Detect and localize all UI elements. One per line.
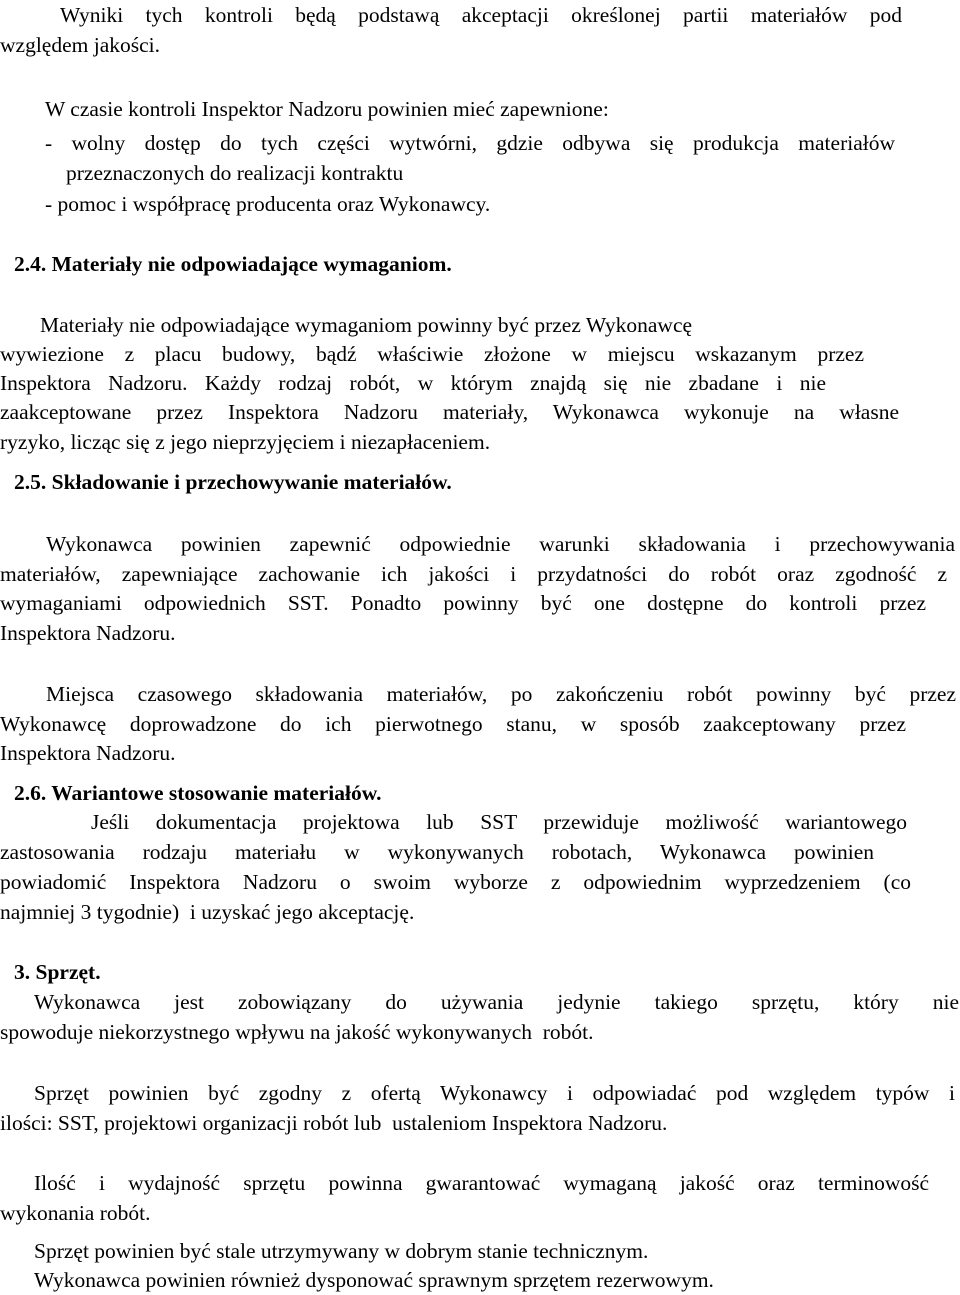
text-line: wywiezione z placu budowy, bądź właściwie złożone w miejscu wskazanym przez: [0, 342, 864, 366]
text-line: Wykonawca jest zobowiązany do używania jedynie takiego sprzętu, który nie: [34, 990, 959, 1014]
text-line: Wyniki tych kontroli będą podstawą akceptacji określonej partii materiałów pod: [60, 3, 902, 27]
text-line: Wykonawca powinien zapewnić odpowiednie warunki składowania i przechowywania: [46, 532, 955, 556]
text-line: Miejsca czasowego składowania materiałów, po zakończeniu robót powinny być przez: [46, 682, 956, 706]
text-line: względem jakości.: [0, 33, 161, 57]
text-line: Inspektora Nadzoru.: [0, 741, 176, 765]
text-line: ryzyko, licząc się z jego nieprzyjęciem i niezapłaceniem.: [0, 430, 491, 454]
section-heading-3: 3. Sprzęt.: [14, 960, 101, 984]
list-item: - wolny dostęp do tych części wytwórni, gdzie odbywa się produkcja materiałów: [45, 131, 895, 155]
list-item: - pomoc i współpracę producenta oraz Wykonawcy.: [45, 192, 491, 216]
text-line: Wykonawcę doprowadzone do ich pierwotnego stanu, w sposób zaakceptowany przez: [0, 712, 906, 736]
text-line: Jeśli dokumentacja projektowa lub SST przewiduje możliwość wariantowego: [91, 810, 907, 834]
text-line: ilości: SST, projektowi organizacji robót lub ustaleniom Inspektora Nadzoru.: [0, 1111, 668, 1135]
text-line: najmniej 3 tygodnie) i uzyskać jego akceptację.: [0, 900, 415, 924]
text-line: Ilość i wydajność sprzętu powinna gwarantować wymaganą jakość oraz terminowość: [34, 1171, 929, 1195]
paragraph-equipment-maintenance: Sprzęt powinien być stale utrzymywany w dobrym stanie technicznym.: [34, 1239, 649, 1263]
paragraph-reserve-equipment: Wykonawca powinien również dysponować sprawnym sprzętem rezerwowym.: [34, 1268, 714, 1292]
text-line: Sprzęt powinien być zgodny z ofertą Wykonawcy i odpowiadać pod względem typów i: [34, 1081, 955, 1105]
text-line: materiałów, zapewniające zachowanie ich jakości i przydatności do robót oraz zgodność z: [0, 562, 947, 586]
text-line: powiadomić Inspektora Nadzoru o swoim wyborze z odpowiednim wyprzedzeniem (co: [0, 870, 911, 894]
text-line: Inspektora Nadzoru.: [0, 621, 176, 645]
text-line: wykonania robót.: [0, 1201, 151, 1225]
text-line: zastosowania rodzaju materiału w wykonywanych robotach, Wykonawca powinien: [0, 840, 874, 864]
text-line: wymaganiami odpowiednich SST. Ponadto powinny być one dostępne do kontroli przez: [0, 591, 926, 615]
text-line: spowoduje niekorzystnego wpływu na jakość wykonywanych robót.: [0, 1020, 594, 1044]
section-heading-2-4: 2.4. Materiały nie odpowiadające wymaganiom.: [14, 252, 452, 276]
text-line: Materiały nie odpowiadające wymaganiom powinny być przez Wykonawcę: [40, 313, 693, 337]
section-heading-2-6: 2.6. Wariantowe stosowanie materiałów.: [14, 781, 382, 805]
text-line: Inspektora Nadzoru. Każdy rodzaj robót, w którym znajdą się nie zbadane i nie: [0, 371, 826, 395]
text-line: przeznaczonych do realizacji kontraktu: [66, 161, 404, 185]
text-line: zaakceptowane przez Inspektora Nadzoru materiały, Wykonawca wykonuje na własne: [0, 400, 899, 424]
text-line: W czasie kontroli Inspektor Nadzoru powinien mieć zapewnione:: [45, 97, 609, 121]
section-heading-2-5: 2.5. Składowanie i przechowywanie materiałów.: [14, 470, 452, 494]
